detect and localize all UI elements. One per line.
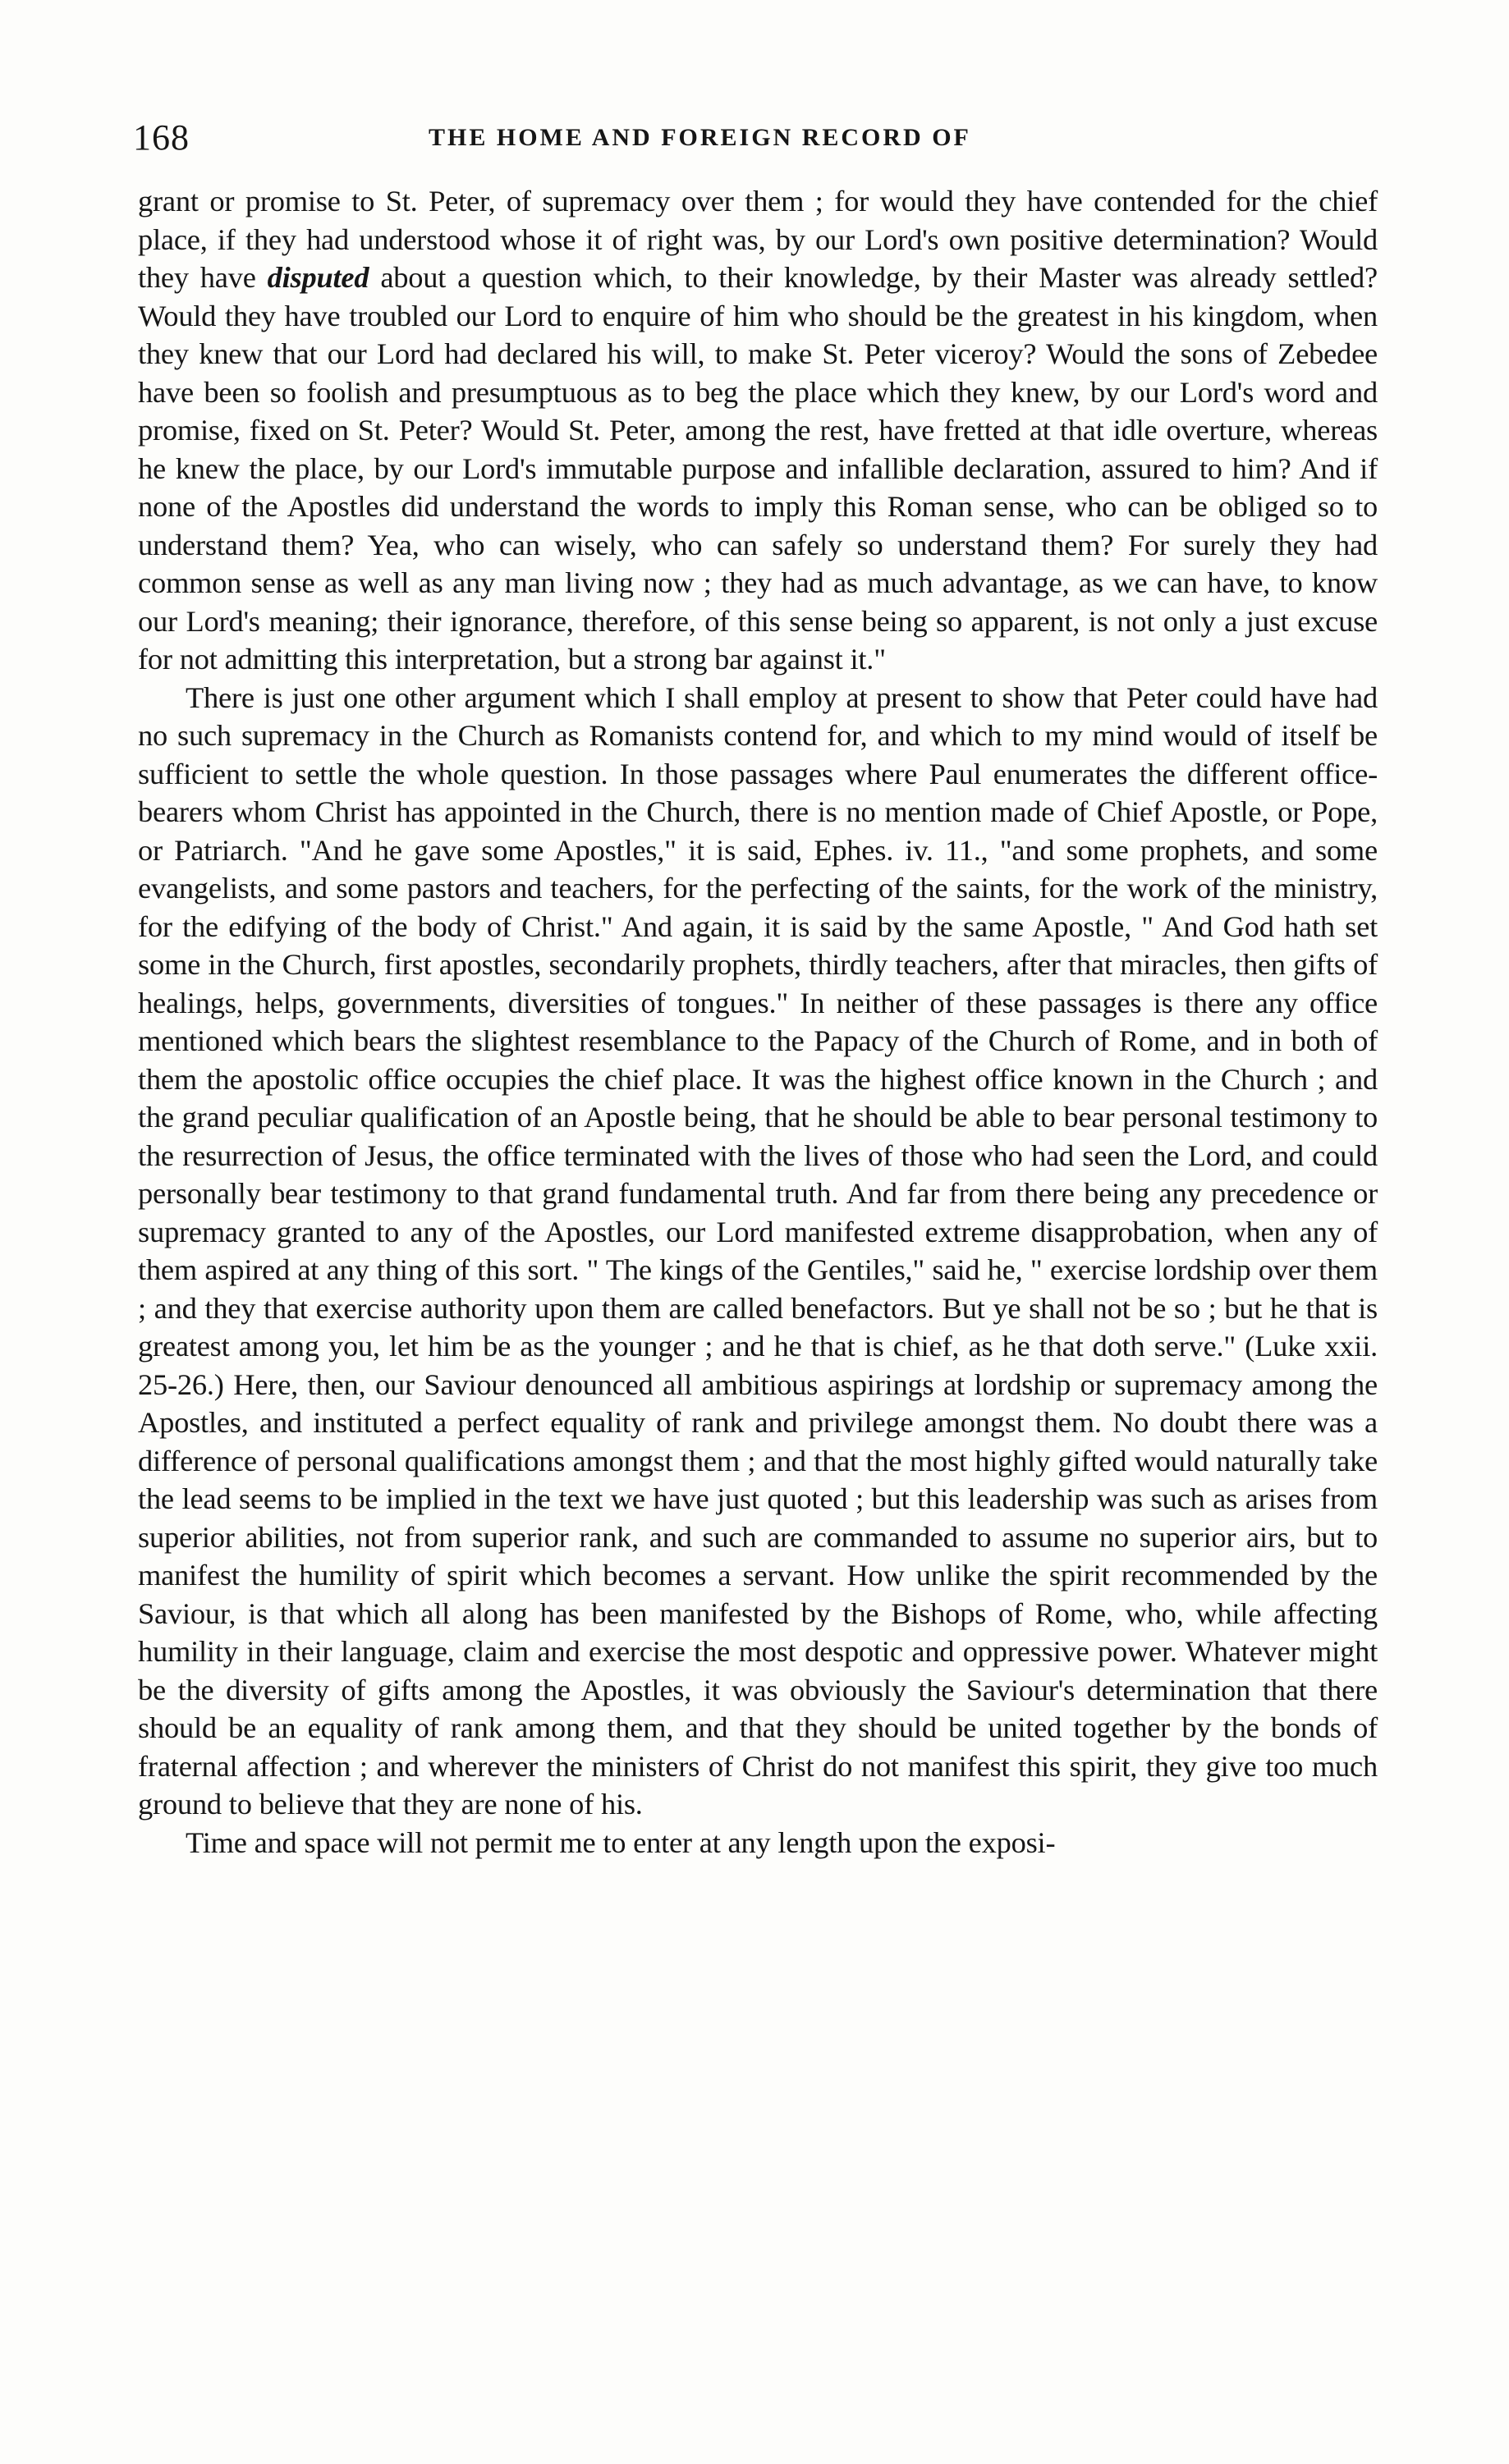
page-number: 168	[133, 117, 190, 158]
paragraph: Time and space will not permit me to enter at any length upon the exposi-	[186, 1825, 1056, 1859]
running-head	[133, 113, 1389, 163]
paragraph-text: grant or promise to St. Peter, of supremacy over them ; for would they have contended for the chief place, if they had understood whose it of right was, by our Lord's own positive determination? Would they have	[138, 185, 1378, 294]
body-text	[138, 182, 1378, 1862]
emphasis-text: disputed	[267, 261, 369, 294]
paragraph-text: about a question which, to their knowledge, by their Master was already settled? Would they have troubled our Lord to enquire of him who should be the greatest in his kingdom, when they knew that our Lord had declared his will, to make St. Peter viceroy? Would the sons of Zebedee have been so foolish and presumptuous as to beg the place which they knew, by our Lord's word and promise, fixed on St. Peter? Would St. Peter, among the rest, have fretted at that idle overture, whereas he knew the place, by our Lord's immutable purpose and infallible declaration, assured to him? And if none of the Apostles did understand the words to imply this Roman sense, who can be obliged so to understand them? Yea, who can wisely, who can safely so understand them? For surely they had common sense as well as any man living now ; they had as much advantage, as we can have, to know our Lord's meaning; their ignorance, therefore, of this sense being so apparent, is not only a just excuse for not admitting this interpretation, but a strong bar against it."	[138, 261, 1378, 676]
paragraph: There is just one other argument which I shall employ at present to show that Peter could have had no such supremacy in the Church as Romanists contend for, and which to my mind would of itself be sufficient to settle the whole question. In those passages where Paul enumerates the different office-bearers whom Christ has appointed in the Church, there is no mention made of Chief Apostle, or Pope, or Patriarch. "And he gave some Apostles," it is said, Ephes. iv. 11., "and some prophets, and some evangelists, and some pastors and teachers, for the perfecting of the saints, for the work of the ministry, for the edifying of the body of Christ." And again, it is said by the same Apostle, " And God hath set some in the Church, first apostles, secondarily prophets, thirdly teachers, after that miracles, then gifts of healings, helps, governments, diversities of tongues." In neither of these passages is there any office mentioned which bears the slightest resemblance to the Papacy of the Church of Rome, and in both of them the apostolic office occupies the chief place. It was the highest office known in the Church ; and the grand peculiar qualification of an Apostle being, that he should be able to bear personal testimony to the resurrection of Jesus, the office terminated with the lives of those who had seen the Lord, and could personally bear testimony to that grand fundamental truth. And far from there being any precedence or supremacy granted to any of the Apostles, our Lord manifested extreme disapprobation, when any of them aspired at any thing of this sort. " The kings of the Gentiles," said he, " exercise lordship over them ; and they that exercise authority upon them are called benefactors. But ye shall not be so ; but he that is greatest among you, let him be as the younger ; and he that is chief, as he that doth serve." (Luke xxii. 25-26.) Here, then, our Saviour denounced all ambitious aspirings at lordship or supremacy among the Apostles, and instituted a perfect equality of rank and privilege amongst them. No doubt there was a difference of personal qualifications amongst them ; and that the most highly gifted would naturally take the lead seems to be implied in the text we have just quoted ; but this leadership was such as arises from superior abilities, not from superior rank, and such are commanded to assume no superior airs, but to manifest the humility of spirit which becomes a servant. How unlike the spirit recommended by the Saviour, is that which all along has been manifested by the Bishops of Rome, who, while affecting humility in their language, claim and exercise the most despotic and oppressive power. Whatever might be the diversity of gifts among the Apostles, it was obviously the Saviour's determination that there should be an equality of rank among them, and that they should be united together by the bonds of fraternal affection ; and wherever the ministers of Christ do not manifest this spirit, they give too much ground to believe that they are none of his.	[138, 680, 1378, 1821]
paragraph-continuation	[138, 182, 1378, 679]
running-title: THE HOME AND FOREIGN RECORD OF	[429, 124, 971, 151]
